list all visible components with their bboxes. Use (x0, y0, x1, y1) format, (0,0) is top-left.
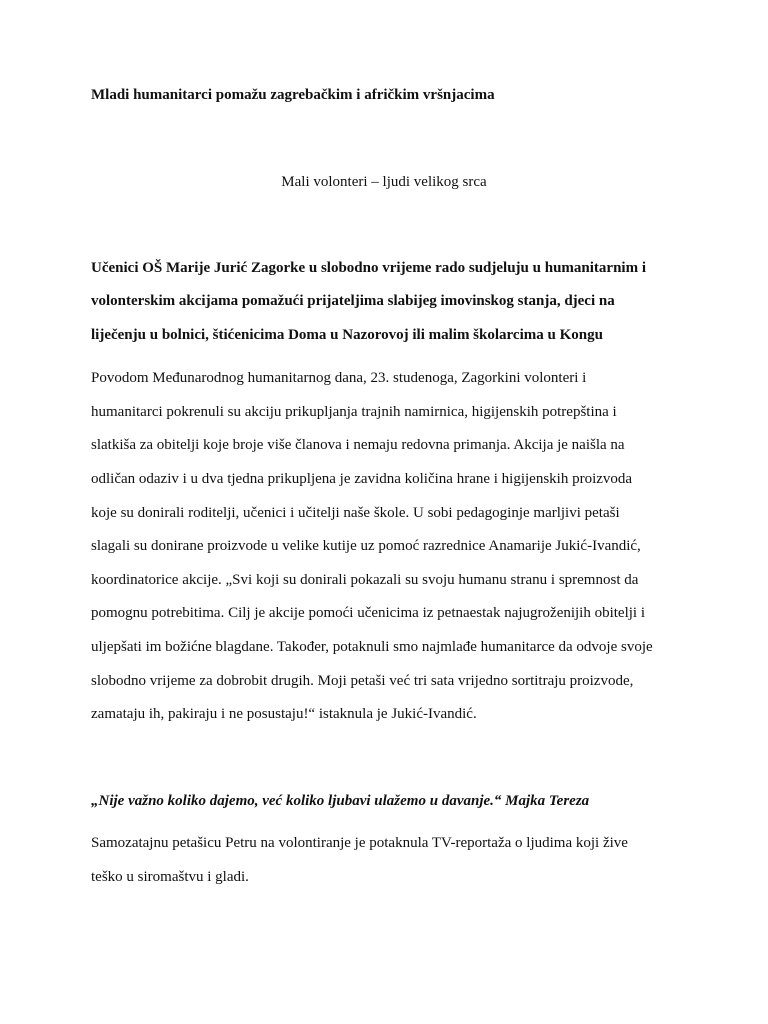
body-line: zamataju ih, pakiraju i ne posustaju!“ istaknula je Jukić-Ivandić. (91, 706, 477, 722)
article-subtitle: Mali volonteri – ljudi velikog srca (281, 174, 487, 190)
body-line: koordinatorice akcije. „Svi koji su donirali pokazali su svoju humanu stranu i spremnost da (91, 572, 639, 588)
body-line: uljepšati im božićne blagdane. Također, potaknuli smo najmlađe humanitarce da odvoje svoje (91, 639, 653, 655)
lead-line: Učenici OŠ Marije Jurić Zagorke u slobodno vrijeme rado sudjeluju u humanitarnim i (91, 260, 646, 276)
body-line: slobodno vrijeme za dobrobit drugih. Moji petaši već tri sata vrijedno sortitraju proizvode, (91, 673, 634, 689)
closing-line: Samozatajnu petašicu Petru na volontiranje je potaknula TV-reportaža o ljudima koji žive (91, 835, 628, 851)
body-line: slagali su donirane proizvode u velike kutije uz pomoć razrednice Anamarije Jukić-Ivandić, (91, 538, 641, 554)
lead-line: liječenju u bolnici, štićenicima Doma u Nazorovoj ili malim školarcima u Kongu (91, 327, 603, 343)
body-line: pomognu potrebitima. Cilj je akcije pomoći učenicima iz petnaestak najugroženijih obitelji i (91, 605, 646, 621)
closing-line: teško u siromaštvu i gladi. (91, 869, 249, 885)
article-title: Mladi humanitarci pomažu zagrebačkim i afričkim vršnjacima (91, 87, 495, 103)
lead-line: volonterskim akcijama pomažući prijateljima slabijeg imovinskog stanja, djeci na (91, 293, 615, 309)
body-line: humanitarci pokrenuli su akciju prikupljanja trajnih namirnica, higijenskih potrepština i (91, 404, 617, 420)
quote-line: „Nije važno koliko dajemo, već koliko ljubavi ulažemo u davanje.“ Majka Tereza (91, 793, 590, 809)
body-line: odličan odaziv i u dva tjedna prikupljena je zavidna količina hrane i higijenskih proizvoda (91, 471, 633, 487)
body-line: slatkiša za obitelji koje broje više članova i nemaju redovna primanja. Akcija je naišla na (91, 437, 625, 453)
body-line: Povodom Međunarodnog humanitarnog dana, 23. studenoga, Zagorkini volonteri i (91, 370, 587, 386)
body-line: koje su donirali roditelji, učenici i učitelji naše škole. U sobi pedagoginje marljivi petaši (91, 505, 620, 521)
